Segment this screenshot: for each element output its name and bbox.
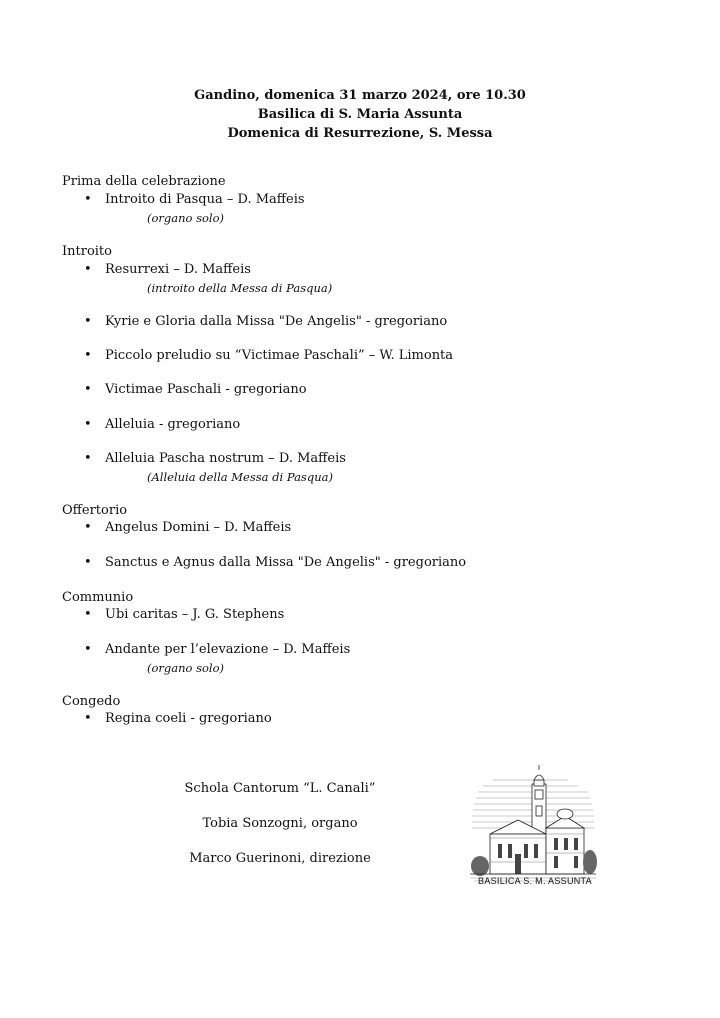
item-text: Ubi caritas – J. G. Stephens: [105, 607, 285, 622]
item-text: Resurrexi – D. Maffeis: [105, 262, 251, 277]
item-text: Regina coeli - gregoriano: [105, 711, 272, 726]
section-title: Introito: [62, 244, 112, 259]
item-text: Sanctus e Agnus dalla Missa "De Angelis" - gregoriano: [105, 555, 467, 570]
director-credit: Marco Guerinoni, direzione: [189, 851, 371, 866]
item-note: (Alleluia della Messa di Pasqua): [147, 470, 333, 484]
item-note: (organo solo): [147, 661, 225, 675]
date-line: Gandino, domenica 31 marzo 2024, ore 10.30: [194, 88, 526, 103]
section-title: Prima della celebrazione: [62, 174, 226, 189]
section-title: Offertorio: [62, 503, 128, 518]
bullet: •: [84, 262, 92, 277]
section-title: Communio: [62, 590, 134, 605]
item-text: Angelus Domini – D. Maffeis: [105, 520, 292, 535]
section-introito: [62, 243, 112, 261]
bullet: •: [84, 192, 92, 207]
choir-credit: Schola Cantorum “L. Canali”: [184, 781, 376, 796]
item-note: (introito della Messa di Pasqua): [147, 281, 333, 295]
item-text: Piccolo preludio su “Victimae Paschali” – W. Limonta: [105, 348, 454, 363]
bullet: •: [84, 642, 92, 657]
bullet: •: [84, 348, 92, 363]
item-text: Introito di Pasqua – D. Maffeis: [105, 192, 305, 207]
section-communio: [62, 589, 133, 607]
bullet: •: [84, 417, 92, 432]
bullet: •: [84, 382, 92, 397]
bullet: •: [84, 555, 92, 570]
venue-line: Basilica di S. Maria Assunta: [257, 107, 463, 122]
header: [0, 86, 720, 143]
section-prima: [62, 173, 226, 191]
occasion-line: Domenica di Resurrezione, S. Messa: [227, 126, 493, 141]
bullet: •: [84, 711, 92, 726]
bullet: •: [84, 451, 92, 466]
section-title: Congedo: [62, 694, 121, 709]
item-text: Victimae Paschali - gregoriano: [105, 382, 307, 397]
section-congedo: [62, 693, 120, 711]
basilica-drawing-icon: [468, 762, 598, 892]
item-text: Alleluia Pascha nostrum – D. Maffeis: [105, 451, 346, 466]
section-offertorio: [62, 502, 127, 520]
organ-credit: Tobia Sonzogni, organo: [202, 816, 358, 831]
bullet: •: [84, 607, 92, 622]
bullet: •: [84, 314, 92, 329]
item-text: Alleluia - gregoriano: [105, 417, 241, 432]
item-note: (organo solo): [147, 211, 225, 225]
item-text: Kyrie e Gloria dalla Missa "De Angelis" - gregoriano: [105, 314, 448, 329]
item-text: Andante per l’elevazione – D. Maffeis: [105, 642, 351, 657]
logo-caption: BASILICA S. M. ASSUNTA: [478, 876, 592, 886]
bullet: •: [84, 520, 92, 535]
credits: [140, 780, 420, 885]
